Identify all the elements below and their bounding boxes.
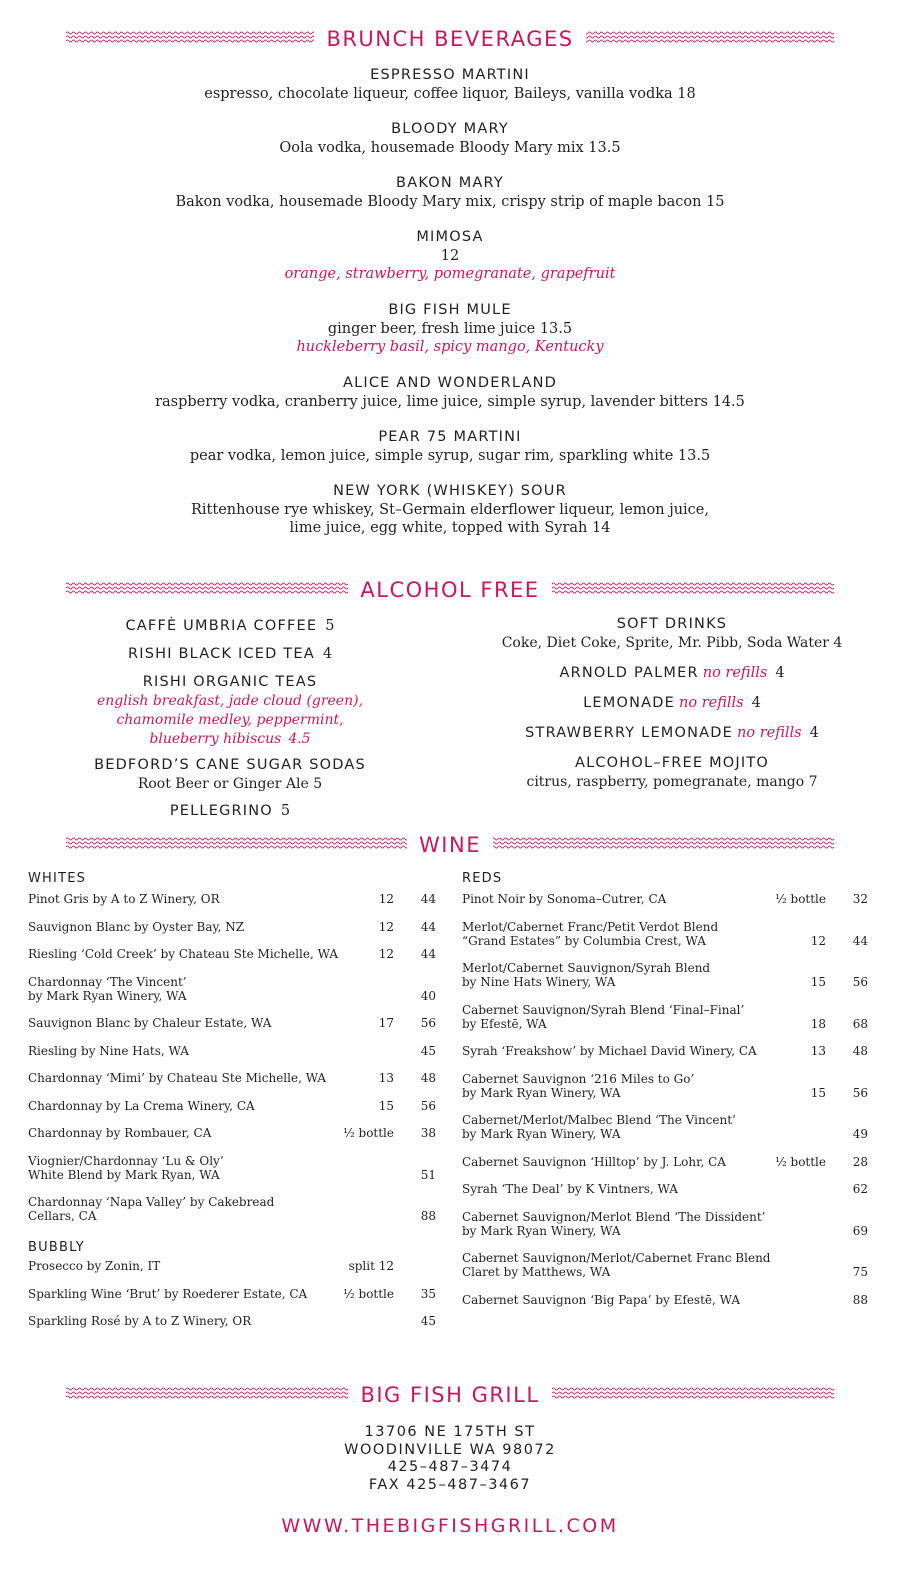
restaurant-name: BIG FISH GRILL <box>348 1383 551 1407</box>
wine-bottle-price: 32 <box>852 892 868 906</box>
wine-name: Cabernet Sauvignon ‘Hilltop’ by J. Lohr, CA <box>462 1154 726 1169</box>
wine-glass-price: 12 <box>378 919 394 934</box>
wine-name: Pinot Noir by Sonoma–Cutrer, CA <box>462 892 667 906</box>
wine-glass-price: ½ bottle <box>343 1126 394 1140</box>
wine-bottle-price: 44 <box>420 947 436 961</box>
item-name: RISHI BLACK ICED TEA <box>127 646 315 662</box>
wine-bottle-price: 48 <box>420 1071 436 1085</box>
wine-row <box>462 920 868 948</box>
item-name: ALCOHOL–FREE MOJITO <box>574 755 770 771</box>
section-header-restaurant <box>0 1380 900 1410</box>
menu-item-alice-and-wonderland <box>0 374 900 411</box>
wine-bottle-price: 40 <box>420 988 436 1003</box>
menu-item-mimosa <box>0 228 900 283</box>
item-name: MIMOSA <box>416 229 484 245</box>
item-price: 4.5 <box>288 731 311 747</box>
wine-glass-price: 12 <box>378 947 394 961</box>
menu-item-bakon-mary <box>0 174 900 211</box>
wine-name: Sparkling Wine ‘Brut’ by Roederer Estate, CA <box>28 1286 308 1301</box>
item-options-2: chamomile medley, peppermint, <box>116 712 344 728</box>
item-price: 4 <box>751 695 761 711</box>
item-options: orange, strawberry, pomegranate, grapefruit <box>284 266 616 282</box>
wine-glass-price: ½ bottle <box>343 1286 394 1301</box>
item-note: no refills <box>702 665 768 681</box>
wine-glass-price: 18 <box>810 1016 826 1031</box>
wine-bottle-price: 75 <box>852 1265 868 1279</box>
city-address: WOODINVILLE WA 98072 <box>344 1441 556 1458</box>
wine-name: Riesling by Nine Hats, WA <box>28 1043 189 1058</box>
af-item-cane-sugar-sodas <box>40 756 420 794</box>
wine-bottle-price: 45 <box>420 1314 436 1328</box>
wine-name: Cabernet Sauvignon ‘Big Papa’ by Efestē, WA <box>462 1292 741 1307</box>
item-note: no refills <box>737 725 802 741</box>
wine-row <box>462 1155 868 1169</box>
whites-heading: WHITES <box>28 871 87 886</box>
item-name: PELLEGRINO <box>169 803 273 819</box>
item-description: ginger beer, fresh lime juice 13.5 <box>327 321 573 337</box>
item-price: 5 <box>325 618 335 634</box>
wine-glass-price: 17 <box>378 1016 394 1030</box>
wine-row <box>462 1182 868 1196</box>
wine-glass-price: 15 <box>810 1085 826 1100</box>
wine-name: Cabernet Sauvignon ‘216 Miles to Go’ by Mark Ryan Winery, WA <box>462 1071 695 1100</box>
item-options-3: blueberry hibiscus <box>149 731 282 747</box>
wine-row <box>462 1044 868 1058</box>
wine-bottle-price: 45 <box>420 1043 436 1058</box>
wine-row <box>28 1259 436 1273</box>
item-name: STRAWBERRY LEMONADE <box>525 725 734 741</box>
wine-column-whites <box>28 870 436 1328</box>
af-item-organic-teas <box>40 673 420 749</box>
item-name: ALICE AND WONDERLAND <box>342 375 558 391</box>
reds-list <box>462 892 868 1307</box>
phone-number: 425–487–3474 <box>387 1459 513 1475</box>
section-header-brunch <box>0 24 900 54</box>
item-name: BAKON MARY <box>396 175 504 191</box>
item-name: NEW YORK (WHISKEY) SOUR <box>333 483 567 499</box>
wine-glass-price: ½ bottle <box>775 892 826 906</box>
item-description-line-2: lime juice, egg white, topped with Syrah 14 <box>289 520 611 536</box>
af-item-soft-drinks <box>472 615 872 653</box>
wine-name: Viognier/Chardonnay ‘Lu & Oly’ White Blend by Mark Ryan, WA <box>28 1153 224 1182</box>
wine-glass-price: 13 <box>810 1044 826 1058</box>
wine-name: Prosecco by Zonin, IT <box>28 1259 161 1273</box>
wine-row <box>28 975 436 1003</box>
wine-bottle-price: 56 <box>852 1085 868 1100</box>
wine-name: Cabernet Sauvignon/Syrah Blend ‘Final–Final’ by Efestē, WA <box>462 1002 745 1031</box>
wine-row <box>28 1126 436 1140</box>
af-item-lemonade <box>472 694 872 713</box>
item-description: Root Beer or Ginger Ale 5 <box>137 776 323 792</box>
item-name: BEDFORD’S CANE SUGAR SODAS <box>94 757 366 773</box>
wine-name: Chardonnay ‘Napa Valley’ by Cakebread Cellars, CA <box>28 1195 275 1223</box>
section-title-brunch: BRUNCH BEVERAGES <box>314 27 585 51</box>
item-description: citrus, raspberry, pomegranate, mango 7 <box>526 774 818 790</box>
wine-row <box>28 920 436 934</box>
wine-row <box>28 1195 436 1223</box>
item-name: ARNOLD PALMER <box>559 665 699 681</box>
wine-row <box>462 892 868 906</box>
wine-bottle-price: 38 <box>420 1126 436 1140</box>
wine-bottle-price: 88 <box>420 1209 436 1223</box>
section-header-wine <box>0 830 900 860</box>
fax-number: FAX 425–487–3467 <box>368 1476 532 1493</box>
wine-row <box>28 1071 436 1085</box>
af-item-strawberry-lemonade <box>472 724 872 743</box>
af-item-caffe-umbria <box>40 617 420 636</box>
item-options: huckleberry basil, spicy mango, Kentucky <box>296 339 604 355</box>
item-price: 4 <box>775 665 785 681</box>
item-price: 4 <box>809 725 819 741</box>
wine-name: Riesling ‘Cold Creek’ by Chateau Ste Michelle, WA <box>28 947 339 961</box>
wine-name: Chardonnay ‘Mimi’ by Chateau Ste Michelle, WA <box>28 1071 327 1085</box>
wine-name: Chardonnay by Rombauer, CA <box>28 1126 212 1140</box>
wine-name: Sauvignon Blanc by Oyster Bay, NZ <box>28 919 245 934</box>
wine-column-reds <box>462 870 868 1307</box>
wine-bottle-price: 68 <box>852 1016 868 1031</box>
wine-row <box>462 961 868 989</box>
wine-name: Sauvignon Blanc by Chaleur Estate, WA <box>28 1016 272 1030</box>
wine-row <box>28 1099 436 1113</box>
wine-glass-price: split 12 <box>348 1259 394 1273</box>
item-description: 12 <box>440 248 460 264</box>
wine-row <box>28 1016 436 1030</box>
wine-bottle-price: 56 <box>420 1098 436 1113</box>
wine-name: Cabernet/Merlot/Malbec Blend ‘The Vincent’ by Mark Ryan Winery, WA <box>462 1113 736 1141</box>
wine-glass-price: 12 <box>810 933 826 948</box>
wine-glass-price: 13 <box>378 1071 394 1085</box>
item-name: BLOODY MARY <box>391 121 509 137</box>
wine-name: Cabernet Sauvignon/Merlot/Cabernet Franc Blend Claret by Matthews, WA <box>462 1251 771 1279</box>
wine-row <box>462 1251 868 1279</box>
item-description: Rittenhouse rye whiskey, St–Germain elderflower liqueur, lemon juice, <box>191 502 709 518</box>
wine-glass-price: 12 <box>378 892 394 906</box>
wine-bottle-price: 51 <box>420 1167 436 1182</box>
whites-list <box>28 892 436 1223</box>
item-description: Oola vodka, housemade Bloody Mary mix 13.5 <box>279 140 621 156</box>
wine-bottle-price: 35 <box>420 1286 436 1301</box>
wine-bottle-price: 69 <box>852 1223 868 1238</box>
item-description: Bakon vodka, housemade Bloody Mary mix, crispy strip of maple bacon 15 <box>175 194 725 210</box>
section-header-alcohol-free <box>0 575 900 605</box>
wine-row <box>462 1210 868 1238</box>
wine-row <box>28 892 436 906</box>
wine-glass-price: 15 <box>378 1098 394 1113</box>
wine-bottle-price: 44 <box>852 933 868 948</box>
wine-row <box>28 1287 436 1301</box>
wine-row <box>28 947 436 961</box>
af-item-arnold-palmer <box>472 664 872 683</box>
wine-name: Merlot/Cabernet Franc/Petit Verdot Blend “Grand Estates” by Columbia Crest, WA <box>462 919 719 948</box>
item-name: ESPRESSO MARTINI <box>370 67 530 83</box>
wine-bottle-price: 62 <box>852 1182 868 1196</box>
bubbly-list <box>28 1259 436 1328</box>
wine-row <box>28 1154 436 1182</box>
menu-item-pear-75-martini <box>0 428 900 465</box>
af-item-alcohol-free-mojito <box>472 754 872 792</box>
section-title-alcohol-free: ALCOHOL FREE <box>348 578 551 602</box>
street-address: 13706 NE 175TH ST <box>364 1424 536 1440</box>
item-name: LEMONADE <box>583 695 676 711</box>
item-price: 5 <box>280 803 291 819</box>
reds-heading: REDS <box>462 871 503 886</box>
bubbly-heading: BUBBLY <box>28 1240 85 1255</box>
af-item-black-iced-tea <box>40 645 420 664</box>
wine-glass-price: 15 <box>810 975 826 989</box>
wine-glass-price: ½ bottle <box>775 1154 826 1169</box>
wine-name: Sparkling Rosé by A to Z Winery, OR <box>28 1314 252 1328</box>
menu-item-big-fish-mule <box>0 301 900 356</box>
item-name: BIG FISH MULE <box>388 302 512 318</box>
item-name: PEAR 75 MARTINI <box>378 429 522 445</box>
wine-name: Pinot Gris by A to Z Winery, OR <box>28 892 220 906</box>
wine-row <box>462 1293 868 1307</box>
wine-bottle-price: 44 <box>420 919 436 934</box>
wine-bottle-price: 56 <box>852 975 868 989</box>
wine-bottle-price: 48 <box>852 1044 868 1058</box>
item-name: SOFT DRINKS <box>616 616 728 632</box>
wine-bottle-price: 28 <box>852 1154 868 1169</box>
wine-name: Syrah ‘The Deal’ by K Vintners, WA <box>462 1182 678 1196</box>
address-block <box>0 1424 900 1494</box>
item-description: Coke, Diet Coke, Sprite, Mr. Pibb, Soda Water 4 <box>501 635 843 651</box>
item-name: RISHI ORGANIC TEAS <box>142 674 318 690</box>
menu-item-bloody-mary <box>0 120 900 157</box>
wine-bottle-price: 44 <box>420 892 436 906</box>
wine-bottle-price: 49 <box>852 1127 868 1141</box>
menu-item-new-york-sour <box>0 482 900 537</box>
item-options-1: english breakfast, jade cloud (green), <box>96 693 364 709</box>
item-price: 4 <box>322 646 333 662</box>
wine-name: Merlot/Cabernet Sauvignon/Syrah Blend by Nine Hats Winery, WA <box>462 961 711 989</box>
wine-row <box>462 1072 868 1100</box>
wine-bottle-price: 56 <box>420 1016 436 1030</box>
wine-bottle-price: 88 <box>852 1292 868 1307</box>
website-link[interactable]: WWW.THEBIGFISHGRILL.COM <box>281 1515 619 1537</box>
wine-name: Chardonnay by La Crema Winery, CA <box>28 1098 255 1113</box>
wine-name: Cabernet Sauvignon/Merlot Blend ‘The Dissident’ by Mark Ryan Winery, WA <box>462 1209 766 1238</box>
wine-name: Chardonnay ‘The Vincent’ by Mark Ryan Winery, WA <box>28 974 187 1003</box>
wine-row <box>462 1113 868 1141</box>
item-note: no refills <box>679 695 744 711</box>
section-title-wine: WINE <box>407 833 493 857</box>
wine-row <box>28 1314 436 1328</box>
item-description: espresso, chocolate liqueur, coffee liquor, Baileys, vanilla vodka 18 <box>204 86 696 102</box>
wine-name: Syrah ‘Freakshow’ by Michael David Winery, CA <box>462 1044 757 1058</box>
menu-item-espresso-martini <box>0 66 900 103</box>
wine-row <box>462 1003 868 1031</box>
item-name: CAFFÈ UMBRIA COFFEE <box>125 618 318 634</box>
af-item-pellegrino <box>40 802 420 821</box>
wine-row <box>28 1044 436 1058</box>
item-description: raspberry vodka, cranberry juice, lime juice, simple syrup, lavender bitters 14.5 <box>155 394 745 410</box>
item-description: pear vodka, lemon juice, simple syrup, sugar rim, sparkling white 13.5 <box>189 448 711 464</box>
